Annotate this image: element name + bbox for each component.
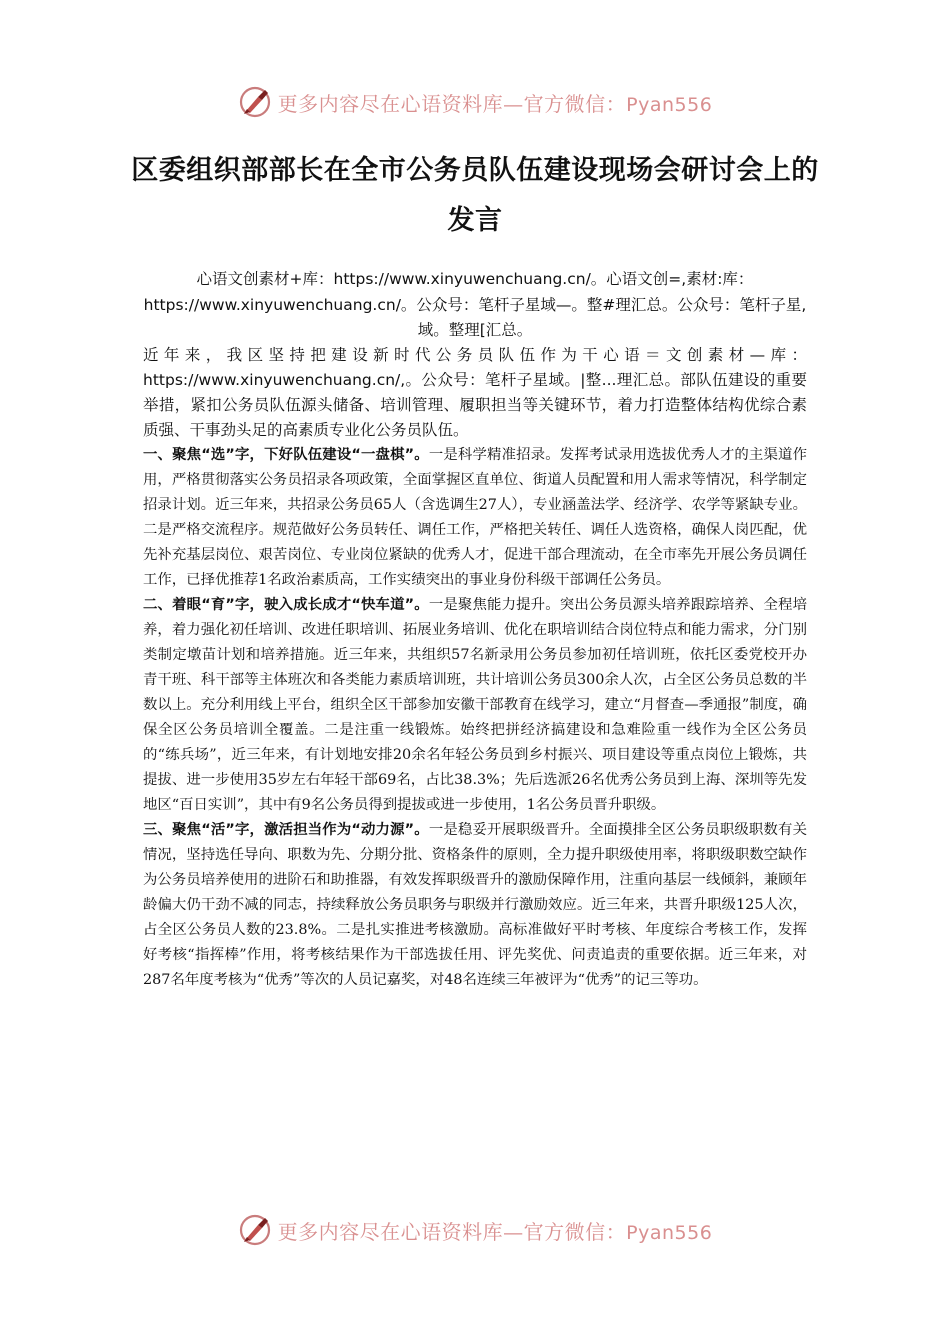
section-text: 一是科学精准招录。发挥考试录用选拔优秀人才的主渠道作用，严格贯彻落实公务员招录各项政策，全面掌握区直单位、街道人员配置和用人需求等情况，科学制定招录计划。近三年来，共招录公务员65人（含选调生27人），专业涵盖法学、经济学、农学等紧缺专业。二是严格交流程序。规范做好公务员转任、调任工作，严格把关转任、调任人选资格，确保人岗匹配，优先补充基层岗位、艰苦岗位、专业岗位紧缺的优秀人才，促进干部合理流动，在全市率先开展公务员调任工作，已择优推荐1名政治素质高，工作实绩突出的事业身份科级干部调任公务员。 [143,447,807,588]
intro-paragraph: 近年来，我区坚持把建设新时代公务员队伍作为干心语＝文创素材—库：https://www.xinyuwenchuang.cn/,。公众号：笔杆子星域。|整...理汇总。部队伍建设的重要举措，紧扣公务员队伍源头储备、培训管理、履职担当等关键环节，着力打造整体结构优综合素质强、干事劲头足的高素质专业化公务员队伍。 [143,346,807,439]
section-paragraph [143,593,807,818]
footer-watermark-banner [0,1208,950,1252]
document-title: 区委组织部部长在全市公务员队伍建设现场会研讨会上的发言 [131,155,819,236]
banner-text: 更多内容尽在心语资料库—官方微信：Pyan556 [277,1219,713,1244]
section-text: 一是稳妥开展职级晋升。全面摸排全区公务员职级职数有关情况，坚持选任导向、职数为先、分期分批、资格条件的原则，全力提升职级使用率，将职级职数空缺作为公务员培养使用的进阶石和助推器，有效发挥职级晋升的激励保障作用，注重向基层一线倾斜，兼顾年龄偏大仍干劲不减的同志，持续释放公务员职务与职级并行激励效应。近三年来，共晋升职级125人次，占全区公务员人数的23.8%。二是扎实推进考核激励。高标准做好平时考核、年度综合考核工作，发挥好考核“指挥棒”作用，将考核结果作为干部选拔任用、评先奖优、问责追责的重要依据。近三年来，对287名年度考核为“优秀”等次的人员记嘉奖，对48名连续三年被评为“优秀”的记三等功。 [143,822,807,988]
section-heading: 一、聚焦“选”字，下好队伍建设“一盘棋”。 [143,447,429,463]
section-paragraph [143,818,807,993]
source-notice: 心语文创素材+库：https://www.xinyuwenchuang.cn/。心语文创=,素材:库：https://www.xinyuwenchuang.cn/。公众号：笔杆子星域—。整#理汇总。公众号：笔杆子星,域。整理[汇总。 [143,270,807,339]
banner-text: 更多内容尽在心语资料库—官方微信：Pyan556 [277,91,713,116]
section-text: 一是聚焦能力提升。突出公务员源头培养跟踪培养、全程培养，着力强化初任培训、改进任职培训、拓展业务培训、优化在职培训结合岗位特点和能力需求，分门别类制定墩苗计划和培养措施。近三年来，共组织57名新录用公务员参加初任培训班，依托区委党校开办青干班、科干部等主体班次和各类能力素质培训班，共计培训公务员300余人次，占全区公务员总数的半数以上。充分利用线上平台，组织全区干部参加安徽干部教育在线学习，建立“月督查—季通报”制度，确保全区公务员培训全覆盖。二是注重一线锻炼。始终把拼经济搞建设和急难险重一线作为全区公务员的“练兵场”，近三年来，有计划地安排20余名年轻公务员到乡村振兴、项目建设等重点岗位上锻炼，共提拔、进一步使用35岁左右年轻干部69名，占比38.3%；先后选派26名优秀公务员到上海、深圳等先发地区“百日实训”，其中有9名公务员得到提拔或进一步使用，1名公务员晋升职级。 [143,597,807,813]
section-heading: 三、聚焦“活”字，激活担当作为“动力源”。 [143,822,429,838]
pen-logo-icon [238,85,272,119]
pen-logo-icon [238,1213,272,1247]
header-watermark-banner [0,80,950,124]
wechat-id: Pyan556 [626,93,713,116]
section-heading: 二、着眼“育”字，驶入成长成才“快车道”。 [143,597,429,613]
section-paragraph [143,443,807,593]
wechat-id: Pyan556 [626,1221,713,1244]
document-body [143,443,807,993]
